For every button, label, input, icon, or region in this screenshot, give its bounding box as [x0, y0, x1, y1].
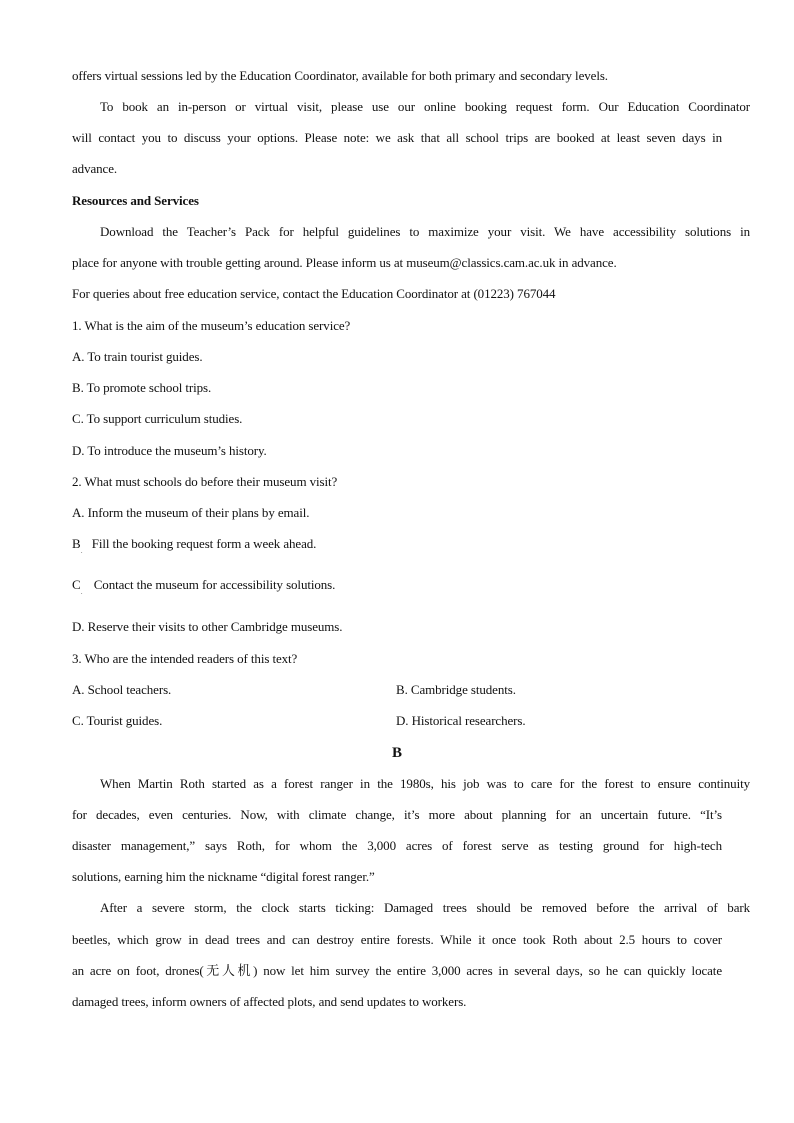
- option-dot: .: [81, 590, 83, 596]
- passage-b-paragraph-line: an acre on foot, drones(无人机) now let him survey the entire 3,000 acres in several days, so he can quickly locate: [72, 963, 722, 978]
- question-2-option-d: D. Reserve their visits to other Cambridge museums.: [72, 619, 343, 634]
- resources-paragraph-line: Download the Teacher’s Pack for helpful guidelines to maximize your visit. We have accessibility solutions in: [100, 224, 750, 239]
- question-3-option-b: B. Cambridge students.: [396, 682, 516, 697]
- booking-paragraph-line: will contact you to discuss your options. Please note: we ask that all school trips are booked at least seven days in: [72, 130, 722, 145]
- passage-b-paragraph-line: for decades, even centuries. Now, with climate change, it’s more about planning for an uncertain future. “It’s: [72, 807, 722, 822]
- passage-b-paragraph-line: solutions, earning him the nickname “digital forest ranger.”: [72, 869, 375, 884]
- passage-b-paragraph-line: disaster management,” says Roth, for whom the 3,000 acres of forest serve as testing ground for high-tech: [72, 838, 722, 853]
- question-1-option-d: D. To introduce the museum’s history.: [72, 443, 267, 458]
- booking-paragraph-line: advance.: [72, 161, 118, 176]
- queries-line: For queries about free education service, contact the Education Coordinator at (01223) 767044: [72, 286, 556, 301]
- question-3-stem: 3. Who are the intended readers of this text?: [72, 651, 298, 666]
- passage-b-paragraph-line: After a severe storm, the clock starts ticking: Damaged trees should be removed before the arrival of bark: [100, 900, 750, 915]
- booking-paragraph-line: To book an in-person or virtual visit, please use our online booking request form. Our Education Coordinator: [100, 99, 750, 114]
- question-1-stem: 1. What is the aim of the museum’s education service?: [72, 318, 351, 333]
- question-1-option-c: C. To support curriculum studies.: [72, 411, 243, 426]
- resources-heading: Resources and Services: [72, 193, 199, 208]
- question-3-option-d: D. Historical researchers.: [396, 713, 526, 728]
- option-letter: C: [72, 577, 81, 592]
- question-2-option-b: [72, 534, 722, 554]
- question-1-option-a: A. To train tourist guides.: [72, 349, 203, 364]
- option-dot: .: [81, 549, 83, 555]
- resources-paragraph-line: place for anyone with trouble getting around. Please inform us at museum@classics.cam.ac.uk in advance.: [72, 255, 617, 270]
- passage-b-paragraph-line: When Martin Roth started as a forest ranger in the 1980s, his job was to care for the forest to ensure continuity: [100, 776, 750, 791]
- question-3-option-c: C. Tourist guides.: [72, 713, 163, 728]
- question-2-option-a: A. Inform the museum of their plans by email.: [72, 505, 310, 520]
- passage-b-paragraph-line: beetles, which grow in dead trees and can destroy entire forests. While it once took Roth about 2.5 hours to cover: [72, 932, 722, 947]
- question-2-option-c: [72, 575, 722, 595]
- option-letter: B: [72, 536, 81, 551]
- question-2-stem: 2. What must schools do before their museum visit?: [72, 474, 338, 489]
- option-text: Contact the museum for accessibility solutions.: [93, 577, 336, 592]
- passage-a-line: offers virtual sessions led by the Education Coordinator, available for both primary and secondary levels.: [72, 68, 608, 83]
- passage-b-paragraph-line: damaged trees, inform owners of affected plots, and send updates to workers.: [72, 994, 467, 1009]
- passage-b-heading: B: [392, 745, 402, 761]
- option-text: Fill the booking request form a week ahead.: [91, 536, 317, 551]
- question-3-option-a: A. School teachers.: [72, 682, 172, 697]
- question-1-option-b: B. To promote school trips.: [72, 380, 212, 395]
